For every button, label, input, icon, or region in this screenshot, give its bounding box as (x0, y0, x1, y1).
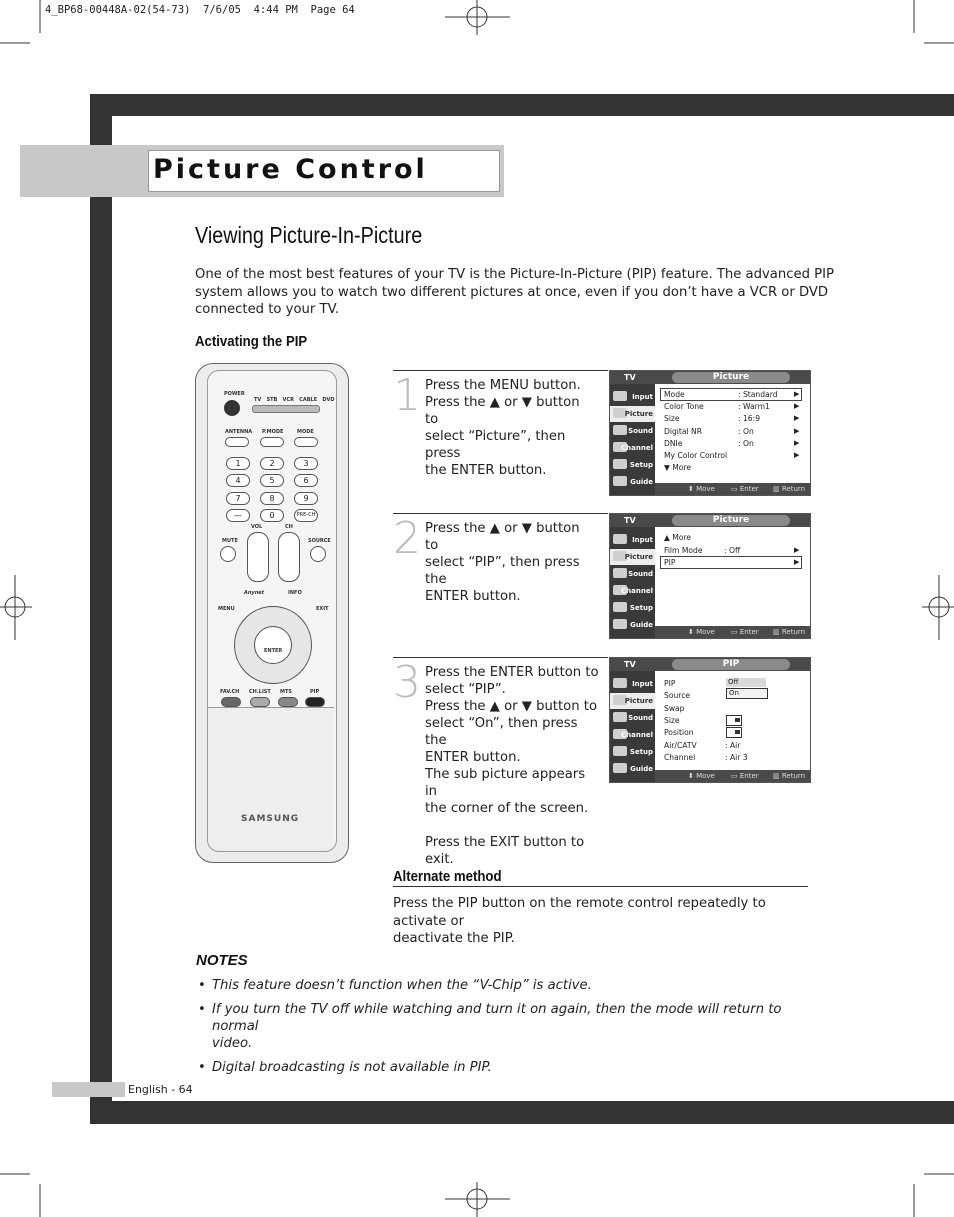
osd-row-value: : On (738, 438, 754, 448)
osd-row-value: : Off (724, 545, 741, 555)
note-line: Digital broadcasting is not available in PIP. (212, 1060, 492, 1075)
osd-tv-label: TV (624, 660, 636, 669)
osd-sidebar-item[interactable] (610, 549, 655, 565)
chevron-right-icon: ▶ (794, 545, 800, 554)
menu-icon (613, 678, 627, 688)
osd-sidebar-item[interactable] (610, 727, 655, 743)
osd-sidebar-label: Channel (621, 444, 653, 452)
page-heading: Viewing Picture-In-Picture (195, 222, 423, 248)
menu-icon (613, 602, 627, 612)
step-line: The sub picture appears in (425, 767, 586, 799)
osd-sidebar-item[interactable] (610, 583, 655, 599)
note-line: This feature doesn’t function when the “V-Chip” is active. (212, 978, 592, 993)
osd-header (610, 658, 810, 671)
step3-number: 3 (393, 657, 421, 708)
intro-text (195, 266, 835, 319)
osd-dropdown-option[interactable]: Off (726, 678, 766, 687)
chevron-right-icon: ▶ (794, 426, 800, 435)
step-line: Press the ▲ or ▼ button to (425, 699, 598, 714)
osd-row-label: My Color Control (664, 451, 728, 460)
mute-button[interactable] (220, 546, 236, 562)
osd-sidebar (610, 671, 655, 782)
step-line: Press the ▲ or ▼ button to (425, 521, 580, 553)
move-icon: ⬍ (688, 628, 697, 636)
ch-label: CH (285, 524, 293, 530)
step-line: select “Picture”, then press (425, 429, 566, 461)
pip-label: PIP (310, 689, 320, 695)
step2-number: 2 (393, 513, 421, 564)
bottom-frame-bar (90, 1101, 954, 1124)
osd-sidebar-item[interactable] (610, 676, 655, 692)
menu-icon (613, 476, 627, 486)
osd-row-label: Film Mode (664, 545, 703, 555)
footer-tab (52, 1082, 125, 1097)
step-line (425, 817, 600, 834)
step-line: the corner of the screen. (425, 801, 589, 816)
source-button[interactable] (310, 546, 326, 562)
mode-slider[interactable] (252, 405, 320, 413)
digit-button[interactable]: 1 (226, 457, 250, 470)
osd-row-label: DNIe (664, 438, 683, 448)
step1-text (425, 377, 595, 479)
osd-sidebar-label: Channel (621, 731, 653, 739)
osd-menu-row[interactable] (664, 679, 675, 688)
chevron-right-icon: ▶ (794, 402, 800, 411)
osd-footer-enter: Enter (739, 772, 759, 780)
osd-row-label: Channel (664, 752, 696, 762)
osd-menu-row[interactable] (664, 414, 800, 424)
enter-label: ENTER (264, 648, 283, 654)
osd-row-label: ▲ More (664, 533, 692, 542)
menu-icon (613, 763, 627, 773)
osd-sidebar (610, 527, 655, 638)
digit-button[interactable]: 3 (294, 457, 318, 470)
pmode-button[interactable] (260, 437, 284, 447)
osd-menu-row[interactable] (664, 463, 691, 472)
note-item (196, 977, 806, 994)
osd-menu-row[interactable] (664, 752, 748, 762)
osd-row-label: Air/CATV (664, 740, 697, 750)
osd-footer-move: Move (696, 772, 715, 780)
vol-label: VOL (251, 524, 263, 530)
alternate-rule (393, 886, 808, 887)
osd-row-label: Position (664, 728, 694, 738)
menu-icon (613, 425, 627, 435)
step-line: ENTER button. (425, 589, 521, 604)
step3-rule (393, 657, 608, 658)
step-line: select “PIP”. (425, 682, 506, 697)
osd-menu-row[interactable] (664, 545, 800, 555)
enter-button[interactable] (254, 626, 292, 664)
mode-labels: TV STB VCR CABLE DVD (254, 397, 335, 403)
menu-icon (613, 712, 627, 722)
osd-sidebar-label: Guide (630, 765, 653, 773)
digit-button[interactable]: PRE-CH (294, 509, 318, 522)
osd-header (610, 371, 810, 384)
osd-tv-label: TV (624, 516, 636, 525)
enter-icon: ▭ (731, 485, 740, 493)
digit-button[interactable]: 0 (260, 509, 284, 522)
step-line: Press the MENU button. (425, 378, 581, 393)
osd-sidebar-item[interactable] (610, 474, 655, 490)
osd-title: Picture (672, 515, 790, 526)
digit-button[interactable]: — (226, 509, 250, 522)
channel-rocker[interactable] (278, 532, 300, 582)
intro-line: system allows you to watch two different pictures at once, even if you don’t have a VCR or DVD (195, 284, 829, 300)
mode-button[interactable] (294, 437, 318, 447)
mode-label: MODE (297, 429, 314, 435)
osd-sidebar-label: Picture (624, 410, 653, 418)
osd-footer (655, 626, 810, 638)
osd-screen-picture-pip (609, 513, 811, 639)
antenna-button[interactable] (225, 437, 249, 447)
chevron-right-icon: ▶ (794, 414, 800, 423)
menu-icon (613, 459, 627, 469)
info-label: INFO (288, 590, 302, 596)
step-line: select “On”, then press the (425, 716, 578, 748)
volume-rocker[interactable] (247, 532, 269, 582)
anynet-label: Anynet (244, 590, 265, 596)
section-title: Picture Control (153, 154, 428, 185)
osd-menu-row[interactable] (664, 704, 685, 713)
step1-number: 1 (393, 370, 421, 421)
intro-line: One of the most best features of your TV is the Picture-In-Picture (PIP) feature. The advanced PIP (195, 267, 834, 282)
step-line: Press the ▲ or ▼ button to (425, 395, 580, 427)
osd-footer-return: Return (781, 628, 806, 636)
remote-control (195, 363, 349, 863)
exit-label: EXIT (316, 606, 329, 612)
fav-label: FAV.CH (220, 689, 240, 695)
step-line: ENTER button. (425, 750, 521, 765)
osd-sidebar-item[interactable] (610, 457, 655, 473)
osd-footer-enter: Enter (739, 628, 759, 636)
intro-line: connected to your TV. (195, 302, 340, 317)
osd-sidebar-label: Sound (628, 427, 653, 435)
chlist-label: CH.LIST (249, 689, 271, 695)
osd-sidebar-item[interactable] (610, 617, 655, 633)
osd-row-label: Color Tone (664, 402, 704, 412)
osd-sidebar-item[interactable] (610, 406, 655, 422)
pip-button[interactable] (305, 697, 325, 707)
note-item (196, 1059, 806, 1076)
osd-menu-row[interactable] (664, 740, 741, 750)
enter-icon: ▭ (731, 772, 740, 780)
osd-sidebar-label: Input (632, 680, 653, 688)
digit-button[interactable]: 7 (226, 492, 250, 505)
osd-title: PIP (672, 659, 790, 670)
osd-footer-enter: Enter (739, 485, 759, 493)
note-item (196, 1001, 806, 1052)
return-icon: ▥ (773, 485, 782, 493)
osd-sidebar-item[interactable] (610, 440, 655, 456)
bullet: • (198, 978, 206, 993)
osd-sidebar-item[interactable] (610, 710, 655, 726)
osd-row-value: : Warm1 (738, 402, 770, 412)
enter-icon: ▭ (731, 628, 740, 636)
menu-icon (613, 391, 627, 401)
top-frame-bar (90, 94, 954, 116)
osd-sidebar-item[interactable] (610, 532, 655, 548)
osd-sidebar-item[interactable] (610, 693, 655, 709)
osd-selection-highlight (660, 388, 802, 401)
osd-row-label: Mode (664, 390, 685, 399)
chevron-right-icon: ▶ (794, 451, 800, 459)
step2-text (425, 520, 595, 605)
osd-menu-row[interactable] (664, 451, 800, 460)
osd-header (610, 514, 810, 527)
osd-row-label: Digital NR (664, 426, 702, 436)
menu-icon (613, 746, 627, 756)
pip-size-icon (726, 715, 742, 726)
chevron-right-icon: ▶ (794, 558, 800, 566)
osd-menu-row[interactable] (664, 438, 800, 448)
alternate-text (393, 895, 823, 948)
digit-button[interactable]: 8 (260, 492, 284, 505)
osd-sidebar-label: Channel (621, 587, 653, 595)
step-line: Press the ENTER button to (425, 665, 599, 680)
osd-row-value: : On (738, 426, 754, 436)
osd-menu-row[interactable] (664, 533, 691, 542)
osd-dropdown-option[interactable]: On (726, 688, 768, 699)
osd-footer-move: Move (696, 485, 715, 493)
osd-menu-row[interactable] (664, 691, 690, 700)
chevron-right-icon: ▶ (794, 390, 800, 398)
osd-footer-return: Return (781, 772, 806, 780)
alternate-line: Press the PIP button on the remote control repeatedly to activate or (393, 896, 766, 929)
digit-button[interactable]: 2 (260, 457, 284, 470)
osd-sidebar-item[interactable] (610, 761, 655, 777)
osd-selection-highlight (660, 556, 802, 569)
activating-heading: Activating the PIP (195, 333, 308, 350)
osd-footer-move: Move (696, 628, 715, 636)
osd-row-value: : 16:9 (738, 414, 761, 424)
osd-sidebar-label: Setup (629, 604, 653, 612)
menu-icon (613, 534, 627, 544)
osd-title: Picture (672, 372, 790, 383)
print-slug: 4_BP68-00448A-02(54-73) 7/6/05 4:44 PM Page 64 (45, 4, 355, 16)
osd-row-label: Swap (664, 703, 685, 713)
note-line: If you turn the TV off while watching and turn it on again, then the mode will return to normal (212, 1002, 782, 1034)
menu-label: MENU (218, 606, 235, 612)
osd-row-label: PIP (664, 679, 676, 688)
return-icon: ▥ (773, 772, 782, 780)
osd-tv-label: TV (624, 373, 636, 382)
notes-heading: NOTES (196, 952, 248, 969)
digit-button[interactable]: 4 (226, 474, 250, 487)
osd-sidebar-label: Picture (624, 553, 653, 561)
osd-sidebar-label: Guide (630, 621, 653, 629)
osd-footer-return: Return (781, 485, 806, 493)
osd-screen-picture (609, 370, 811, 496)
osd-row-label: PIP (664, 558, 676, 567)
pmode-label: P.MODE (262, 429, 284, 435)
osd-sidebar-label: Input (632, 393, 653, 401)
osd-sidebar-label: Guide (630, 478, 653, 486)
osd-footer (655, 770, 810, 782)
osd-row-value: : Air (725, 740, 741, 750)
osd-sidebar-item[interactable] (610, 423, 655, 439)
pip-position-icon (726, 727, 742, 738)
osd-sidebar-item[interactable] (610, 389, 655, 405)
power-label: POWER (224, 391, 245, 397)
osd-screen-pip (609, 657, 811, 783)
osd-sidebar-label: Picture (624, 697, 653, 705)
osd-row-label: Source (664, 691, 691, 701)
osd-menu-row[interactable] (664, 716, 680, 725)
alternate-line: deactivate the PIP. (393, 931, 515, 946)
antenna-label: ANTENNA (225, 429, 253, 435)
step-line: Press the EXIT button to exit. (425, 835, 585, 867)
osd-sidebar-label: Sound (628, 714, 653, 722)
page-number: English - 64 (128, 1083, 193, 1096)
note-line: video. (212, 1036, 253, 1051)
power-button[interactable] (224, 400, 240, 416)
step-line: the ENTER button. (425, 463, 547, 478)
osd-sidebar-label: Setup (629, 461, 653, 469)
osd-sidebar-label: Sound (628, 570, 653, 578)
brand-logo: SAMSUNG (241, 814, 300, 824)
return-icon: ▥ (773, 628, 782, 636)
step-line: select “PIP”, then press the (425, 555, 580, 587)
osd-row-value: : Standard (738, 390, 778, 399)
alternate-heading: Alternate method (393, 868, 502, 885)
osd-row-label: ▼ More (664, 463, 692, 473)
bullet: • (198, 1002, 206, 1017)
osd-row-label: Size (664, 414, 680, 424)
menu-icon (613, 619, 627, 629)
source-label: SOURCE (308, 538, 331, 544)
osd-menu-row[interactable] (664, 728, 694, 737)
osd-row-label: Size (664, 715, 680, 725)
chlist-button[interactable] (250, 697, 270, 707)
osd-footer (655, 483, 810, 495)
notes-list (196, 977, 806, 1076)
osd-row-value: : Air 3 (725, 752, 748, 762)
step1-rule (393, 370, 608, 371)
move-icon: ⬍ (688, 772, 697, 780)
mts-button[interactable] (278, 697, 298, 707)
osd-sidebar-label: Setup (629, 748, 653, 756)
digit-button[interactable]: 6 (294, 474, 318, 487)
digit-button[interactable]: 9 (294, 492, 318, 505)
osd-menu-row[interactable] (664, 426, 800, 436)
menu-icon (613, 568, 627, 578)
mute-label: MUTE (222, 538, 238, 544)
move-icon: ⬍ (688, 485, 697, 493)
step3-text (425, 664, 600, 868)
left-frame-bar (90, 94, 112, 1124)
osd-sidebar-label: Input (632, 536, 653, 544)
title-box (148, 150, 500, 192)
osd-sidebar (610, 384, 655, 495)
chevron-right-icon: ▶ (794, 438, 800, 447)
osd-sidebar-item[interactable] (610, 566, 655, 582)
bullet: • (198, 1060, 206, 1075)
fav-button[interactable] (221, 697, 241, 707)
step2-rule (393, 513, 608, 514)
osd-sidebar-item[interactable] (610, 600, 655, 616)
mts-label: MTS (280, 689, 292, 695)
digit-button[interactable]: 5 (260, 474, 284, 487)
osd-sidebar-item[interactable] (610, 744, 655, 760)
osd-menu-row[interactable] (664, 402, 800, 412)
